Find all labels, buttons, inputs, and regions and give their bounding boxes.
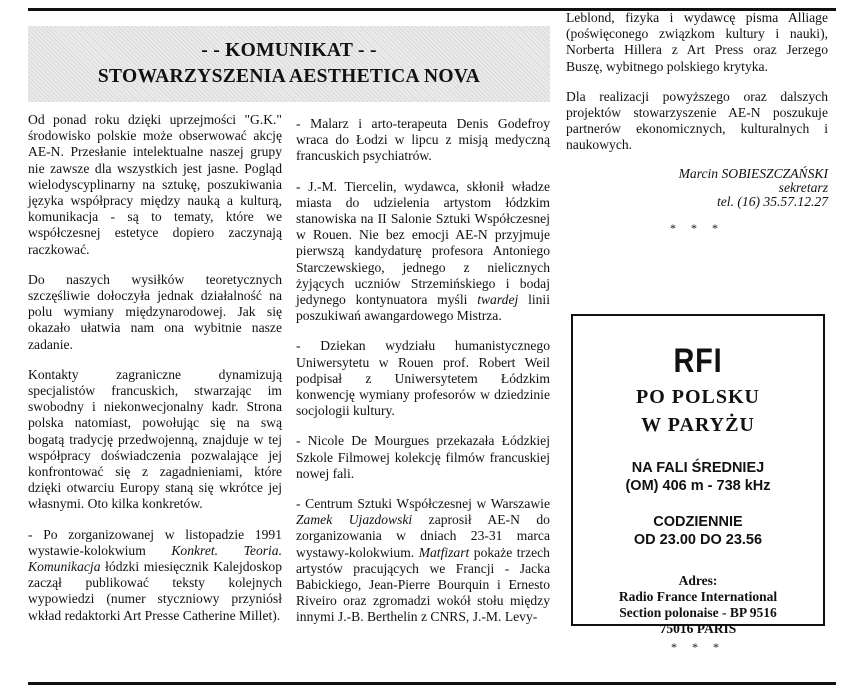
paragraph: [296, 179, 550, 325]
rfi-schedule: [573, 513, 823, 549]
rfi-advertisement: [571, 314, 825, 636]
separator-stars: * * *: [670, 221, 724, 236]
signature-name: Marcin SOBIESZCZAŃSKI: [678, 165, 828, 181]
emphasis: Matfizart: [418, 544, 470, 560]
rfi-subtitle-line2: W PARYŻU: [641, 414, 755, 436]
signature-phone: tel. (16) 35.57.12.27: [716, 194, 828, 210]
rfi-address-line3: 75016 PARIS: [659, 621, 737, 636]
text-run: pokaże trzech artystów pracujących we Francji - Jacka Babickiego, Jean-Pierre Bourquin i Ernesto Riveiro oraz zgromadzi wokół stołu między innymi J.-B. Berthelin z CNRS, J.-M. Levy-: [296, 544, 550, 625]
paragraph: Od ponad roku dzięki uprzejmości "G.K." środowisko polskie może obserwować akcję AE-N. Przesłanie intelektualne naszej grupy nie zawsze dla wszystkich jest jasne. Pogląd wielodyscyplinarny na sztukę, poszukiwania języka współpracy między nauką a kulturą, komunikacja - są to tematy, które we współczesnej estetyce dopiero zaczynają raczkować.: [28, 112, 282, 257]
rfi-subtitle-line1: PO POLSKU: [635, 386, 760, 408]
rfi-address-label: Adres:: [678, 573, 718, 588]
column-1: [28, 112, 282, 638]
separator-stars-bottom: * * *: [671, 640, 725, 654]
text-run: - Po zorganizowanej w listopadzie 1991 wystawie-kolokwium: [28, 526, 282, 558]
rfi-frequency-line2: (OM) 406 m - 738 kHz: [625, 478, 771, 494]
signature-role: sekretarz: [778, 179, 828, 195]
paragraph: - Nicole De Mourgues przekazała Łódzkiej Szkole Filmowej kolekcję filmów francuskiej nowej fali.: [296, 433, 550, 481]
rfi-schedule-line2: OD 23.00 DO 23.56: [633, 532, 763, 548]
headline-line2: STOWARZYSZENIA AESTHETICA NOVA: [97, 66, 481, 87]
paragraph: - Dziekan wydziału humanistycznego Uniwersytetu w Rouen prof. Robert Weil podpisał z Uniwersytetem Łódzkim konwencję wymiany profesorów w dziedzinie socjologii kultury.: [296, 338, 550, 419]
rfi-schedule-line1: CODZIENNIE: [653, 514, 743, 530]
rfi-frequency: [573, 459, 823, 495]
headline-box: [28, 26, 550, 102]
rfi-title: RFI: [673, 342, 723, 380]
rfi-address: [573, 573, 823, 637]
emphasis: twardej: [477, 292, 519, 308]
paragraph: Leblond, fizyka i wydawcę pisma Alliage (poświęconego związkom kultury i nauki), Norberta Hillera z Art Press oraz Jerzego Buszę, wybitnego polskiego krytyka.: [566, 10, 828, 74]
column-3: [566, 10, 828, 236]
emphasis: Konkret. Teoria. Komunikacja: [28, 542, 282, 575]
paragraph: [28, 527, 282, 624]
rfi-frequency-line1: NA FALI ŚREDNIEJ: [631, 460, 765, 476]
paragraph: - Malarz i arto-terapeuta Denis Godefroy wraca do Łodzi w lipcu z misją medyczną francuskich psychiatrów.: [296, 116, 550, 164]
column-2: [296, 116, 550, 640]
emphasis: Zamek Ujazdowski: [296, 512, 413, 528]
text-run: - Centrum Sztuki Współczesnej w Warszawie: [296, 496, 550, 512]
rfi-address-line2: Section polonaise - BP 9516: [619, 605, 777, 620]
text-run: zaprosił AE-N do zorganizowania w dniach 23-31 marca wystawy-kolokwium.: [296, 512, 550, 560]
paragraph: [296, 496, 550, 626]
rfi-address-line1: Radio France International: [618, 589, 778, 604]
paragraph: Dla realizacji powyższego oraz dalszych projektów stowarzyszenie AE-N poszukuje partnerów ekonomicznych, kulturalnych i naukowych.: [566, 88, 828, 153]
headline-line1: - - KOMUNIKAT - -: [201, 40, 377, 61]
paragraph: Kontakty zagraniczne dynamizują specjalistów francuskich, stwarzając im swobodny i niekonwecjonalny kadr. Strona polska natomiast, powołując się na swą bogatą tradycję przedwojenną, znajduje w tej współpracy doświadczenia pozwalające jej konfrontować się z zagadnieniami, które dzięki otwarciu Europy staną się wkrótce jej własnymi. Oto kilka konkretów.: [28, 366, 282, 512]
paragraph: Do naszych wysiłków teoretycznych szczęśliwie dołoczyła jednak działalność na polu wymiany międzynarodowej. Jak się okazało ułatwia nam ona wybitnie nasze zadanie.: [28, 271, 282, 352]
bottom-rule: [28, 682, 836, 685]
text-run: linii poszukiwań awangardowego Mistrza.: [296, 292, 550, 324]
text-run: - J.-M. Tiercelin, wydawca, skłonił władze miasta do udzielenia artystom łódzkim stanowiska na II Salonie Sztuki Współczesnej w Rouen. Nie bez emocji AE-N przyjmuje pierwszą kandydaturę profesora Antoniego Starczewskiego, jednego z nielicznych żyjących uczniów Strzemińskiego i bodaj jedynego kontynuatora myśli: [296, 178, 550, 308]
text-run: łódzki miesięcznik Kalejdoskop zaczął publikować teksty kolejnych wypowiedzi (numer styczniowy przyniósł wkład redaktorki Art Presse Catherine Millet).: [28, 559, 282, 623]
